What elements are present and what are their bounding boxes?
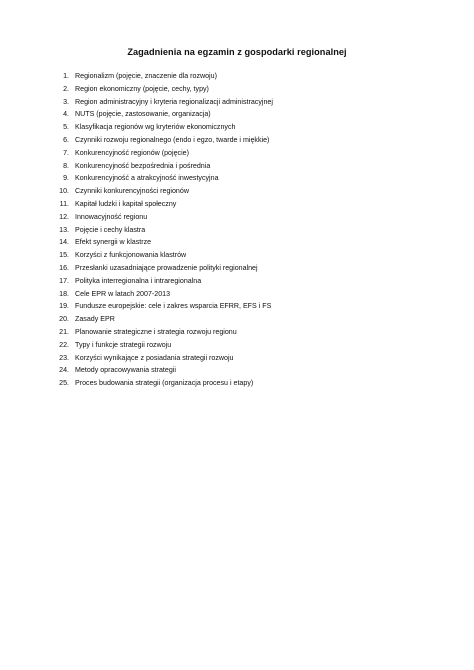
item-number: 15. <box>59 251 69 260</box>
item-number: 3. <box>63 97 69 106</box>
item-text: Korzyści wynikające z posiadania strategii rozwoju <box>75 353 234 362</box>
item-text: Klasyfikacja regionów wg kryteriów ekonomicznych <box>75 123 236 132</box>
item-text: Cele EPR w latach 2007-2013 <box>75 289 171 298</box>
item-number: 4. <box>63 110 69 119</box>
list-item <box>52 352 432 365</box>
item-text: Przesłanki uzasadniające prowadzenie polityki regionalnej <box>75 263 258 272</box>
item-number: 13. <box>59 225 69 234</box>
list-item <box>52 198 432 211</box>
list-item <box>52 339 432 352</box>
list-item <box>52 300 432 313</box>
item-number: 9. <box>63 174 69 183</box>
item-number: 11. <box>59 199 69 208</box>
item-number: 22. <box>59 340 69 349</box>
item-text: Polityka interregionalna i intraregionalna <box>75 276 202 285</box>
item-text: Efekt synergii w klastrze <box>75 238 152 247</box>
list-item <box>52 160 432 173</box>
list-item <box>52 377 432 390</box>
item-text: Planowanie strategiczne i strategia rozwoju regionu <box>75 327 237 336</box>
item-number: 5. <box>63 123 69 132</box>
list-item <box>52 275 432 288</box>
item-text: Konkurencyjność regionów (pojęcie) <box>75 148 189 157</box>
item-text: Region ekonomiczny (pojęcie, cechy, typy) <box>75 84 209 93</box>
list-item <box>52 288 432 301</box>
item-number: 16. <box>59 263 69 272</box>
item-text: Region administracyjny i kryteria regionalizacji administracyjnej <box>75 97 273 106</box>
item-text: Innowacyjność regionu <box>75 212 148 221</box>
list-item <box>52 96 432 109</box>
list-item <box>52 224 432 237</box>
list-item <box>52 108 432 121</box>
item-text: Metody opracowywania strategii <box>75 366 176 375</box>
list-item <box>52 326 432 339</box>
list-item <box>52 249 432 262</box>
list-item <box>52 121 432 134</box>
item-number: 20. <box>59 315 69 324</box>
item-number: 18. <box>59 289 69 298</box>
item-text: Regionalizm (pojęcie, znaczenie dla rozwoju) <box>75 72 217 80</box>
list-item <box>52 313 432 326</box>
item-number: 14. <box>59 238 69 247</box>
item-number: 17. <box>59 276 69 285</box>
list-item <box>52 364 432 377</box>
item-text: Zasady EPR <box>75 315 115 324</box>
item-number: 12. <box>59 212 69 221</box>
item-text: Kapitał ludzki i kapitał społeczny <box>75 199 177 208</box>
item-text: Fundusze europejskie: cele i zakres wsparcia EFRR, EFS i FS <box>75 302 272 311</box>
list-item <box>52 134 432 147</box>
item-text: Proces budowania strategii (organizacja procesu i etapy) <box>75 379 254 388</box>
item-number: 8. <box>63 161 69 170</box>
list-item <box>52 211 432 224</box>
list-item <box>52 147 432 160</box>
item-number: 10. <box>59 187 69 196</box>
item-number: 2. <box>63 84 69 93</box>
page-title: Zagadnienia na egzamin z gospodarki regionalnej <box>127 47 347 57</box>
item-number: 1. <box>63 72 69 80</box>
item-text: Czynniki rozwoju regionalnego (endo i egzo, twarde i miękkie) <box>75 135 270 144</box>
item-number: 25. <box>59 379 69 388</box>
list-item <box>52 236 432 249</box>
list-item <box>52 172 432 185</box>
list-item <box>52 70 432 83</box>
topic-list <box>52 70 432 390</box>
item-number: 21. <box>59 327 69 336</box>
item-text: Czynniki konkurencyjności regionów <box>75 187 189 196</box>
list-item <box>52 83 432 96</box>
item-text: Konkurencyjność bezpośrednia i pośrednia <box>75 161 211 170</box>
item-text: Pojęcie i cechy klastra <box>75 225 146 234</box>
item-number: 24. <box>59 366 69 375</box>
list-item <box>52 262 432 275</box>
item-text: Typy i funkcje strategii rozwoju <box>75 340 172 349</box>
item-number: 7. <box>63 148 69 157</box>
item-number: 23. <box>59 353 69 362</box>
item-number: 6. <box>63 135 69 144</box>
item-text: NUTS (pojęcie, zastosowanie, organizacja) <box>75 110 211 119</box>
item-text: Konkurencyjność a atrakcyjność inwestycyjna <box>75 174 219 183</box>
item-number: 19. <box>59 302 69 311</box>
item-text: Korzyści z funkcjonowania klastrów <box>75 251 187 260</box>
list-item <box>52 185 432 198</box>
